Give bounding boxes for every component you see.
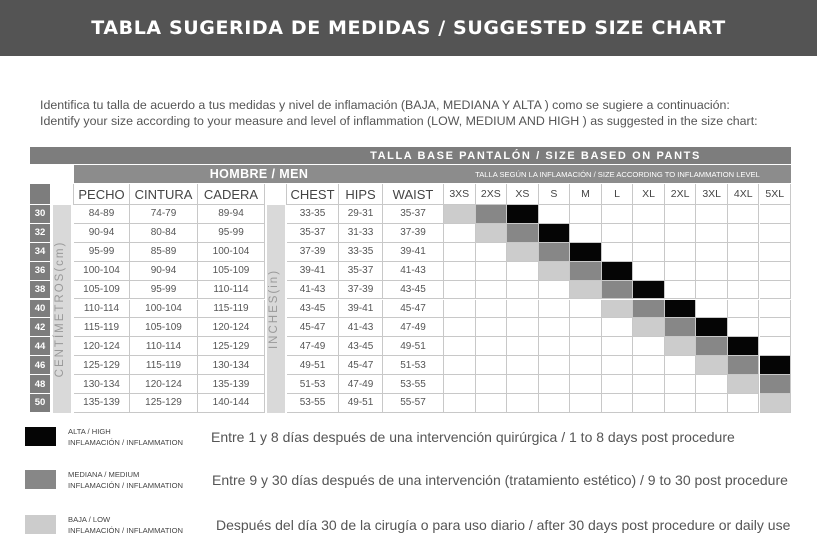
- size-cell-s: [539, 300, 571, 319]
- size-cell-s: [539, 262, 571, 281]
- row-base-size: 48: [30, 375, 50, 394]
- size-cell-5xl: [760, 300, 792, 319]
- size-cell-3xs: [444, 394, 476, 413]
- size-cell-2xs: [476, 243, 508, 262]
- row-base-size: 50: [30, 394, 50, 413]
- cell-pecho: 90-94: [74, 224, 130, 243]
- size-cell-2xs: [476, 375, 508, 394]
- size-cell-3xs: [444, 375, 476, 394]
- size-cell-4xl: [728, 262, 760, 281]
- size-cell-3xs: [444, 281, 476, 300]
- cell-pecho: 130-134: [74, 375, 130, 394]
- row-base-size: 42: [30, 318, 50, 337]
- legend-description: Entre 9 y 30 días después de una intervención (tratamiento estético) / 9 to 30 post procedure: [212, 472, 788, 488]
- legend-level-label: [68, 426, 183, 448]
- cell-waist: 49-51: [383, 337, 444, 356]
- size-cell-3xs: [444, 318, 476, 337]
- size-cell-s: [539, 375, 571, 394]
- size-cell-4xl: [728, 224, 760, 243]
- cell-pecho: 100-104: [74, 262, 130, 281]
- intro-text: [40, 97, 758, 129]
- row-base-size: 38: [30, 281, 50, 300]
- size-cell-5xl: [760, 318, 792, 337]
- cell-chest: 37-39: [287, 243, 339, 262]
- size-cell-5xl: [760, 394, 792, 413]
- cell-cintura: 110-114: [130, 337, 198, 356]
- size-cell-4xl: [728, 205, 760, 224]
- size-cell-2xs: [476, 394, 508, 413]
- size-cell-xs: [507, 243, 539, 262]
- size-cell-m: [570, 318, 602, 337]
- size-cell-l: [602, 375, 634, 394]
- legend-swatch: [25, 427, 56, 446]
- size-cell-5xl: [760, 356, 792, 375]
- cell-cadera: 89-94: [198, 205, 265, 224]
- cell-hips: 37-39: [339, 281, 383, 300]
- legend-level: BAJA / LOW: [68, 515, 111, 524]
- size-cell-3xl: [696, 300, 728, 319]
- size-cell-3xl: [696, 337, 728, 356]
- cell-pecho: 105-109: [74, 281, 130, 300]
- size-cell-5xl: [760, 337, 792, 356]
- size-cell-m: [570, 224, 602, 243]
- size-cell-4xl: [728, 356, 760, 375]
- size-cell-5xl: [760, 375, 792, 394]
- men-header: HOMBRE / MEN: [74, 165, 444, 183]
- size-cell-2xl: [665, 318, 697, 337]
- legend-level: MEDIANA / MEDIUM: [68, 470, 140, 479]
- size-cell-xl: [633, 318, 665, 337]
- row-base-size: 40: [30, 300, 50, 319]
- cell-cintura: 80-84: [130, 224, 198, 243]
- cell-cintura: 85-89: [130, 243, 198, 262]
- size-cell-2xs: [476, 205, 508, 224]
- size-cell-xl: [633, 243, 665, 262]
- cell-pecho: 135-139: [74, 394, 130, 413]
- cell-waist: 41-43: [383, 262, 444, 281]
- cell-chest: 49-51: [287, 356, 339, 375]
- size-cell-m: [570, 375, 602, 394]
- size-cell-3xl: [696, 224, 728, 243]
- cell-hips: 47-49: [339, 375, 383, 394]
- size-cell-2xl: [665, 394, 697, 413]
- size-cell-4xl: [728, 337, 760, 356]
- row-base-size: 46: [30, 356, 50, 375]
- legend-level: ALTA / HIGH: [68, 427, 111, 436]
- cell-cadera: 130-134: [198, 356, 265, 375]
- cell-chest: 35-37: [287, 224, 339, 243]
- size-cell-m: [570, 243, 602, 262]
- size-cell-l: [602, 224, 634, 243]
- size-cell-4xl: [728, 281, 760, 300]
- cell-cadera: 100-104: [198, 243, 265, 262]
- legend-inflammation: INFLAMACIÓN / INFLAMMATION: [68, 438, 184, 447]
- legend-description: Después del día 30 de la cirugía o para uso diario / after 30 days post procedure or daily use: [216, 517, 791, 533]
- size-cell-4xl: [728, 300, 760, 319]
- size-cell-s: [539, 394, 571, 413]
- cell-cintura: 105-109: [130, 318, 198, 337]
- size-cell-xs: [507, 318, 539, 337]
- size-cell-m: [570, 281, 602, 300]
- size-cell-m: [570, 205, 602, 224]
- size-cell-2xs: [476, 356, 508, 375]
- cell-hips: 31-33: [339, 224, 383, 243]
- cell-cadera: 125-129: [198, 337, 265, 356]
- size-cell-5xl: [760, 262, 792, 281]
- cell-cintura: 90-94: [130, 262, 198, 281]
- size-cell-3xs: [444, 337, 476, 356]
- cm-gap-header: [265, 184, 287, 205]
- cell-hips: 35-37: [339, 262, 383, 281]
- cell-cadera: 110-114: [198, 281, 265, 300]
- size-cell-xs: [507, 262, 539, 281]
- cm-header-2: CADERA: [198, 184, 265, 205]
- row-base-size: 44: [30, 337, 50, 356]
- size-cell-s: [539, 356, 571, 375]
- cell-waist: 47-49: [383, 318, 444, 337]
- size-header-xl: XL: [633, 184, 665, 205]
- size-cell-xl: [633, 375, 665, 394]
- size-cell-l: [602, 356, 634, 375]
- cell-cadera: 115-119: [198, 300, 265, 319]
- cell-chest: 45-47: [287, 318, 339, 337]
- size-cell-xs: [507, 224, 539, 243]
- size-cell-xs: [507, 300, 539, 319]
- size-cell-2xs: [476, 224, 508, 243]
- size-cell-xs: [507, 356, 539, 375]
- size-cell-xs: [507, 281, 539, 300]
- size-cell-2xl: [665, 300, 697, 319]
- size-cell-m: [570, 300, 602, 319]
- size-cell-s: [539, 337, 571, 356]
- page-title: TABLA SUGERIDA DE MEDIDAS / SUGGESTED SIZE CHART: [0, 0, 817, 56]
- cm-unit-label: CENTÍMETROS(cm): [54, 240, 66, 378]
- size-cell-3xs: [444, 205, 476, 224]
- row-base-size: 32: [30, 224, 50, 243]
- size-cell-xl: [633, 356, 665, 375]
- cell-pecho: 84-89: [74, 205, 130, 224]
- size-cell-xl: [633, 394, 665, 413]
- size-cell-3xs: [444, 262, 476, 281]
- size-cell-l: [602, 205, 634, 224]
- cell-waist: 45-47: [383, 300, 444, 319]
- size-cell-3xs: [444, 243, 476, 262]
- legend-inflammation: INFLAMACIÓN / INFLAMMATION: [68, 481, 184, 490]
- size-cell-xs: [507, 205, 539, 224]
- cell-pecho: 115-119: [74, 318, 130, 337]
- cell-waist: 43-45: [383, 281, 444, 300]
- cell-chest: 53-55: [287, 394, 339, 413]
- size-cell-3xs: [444, 300, 476, 319]
- size-cell-3xl: [696, 205, 728, 224]
- size-header-2xs: 2XS: [476, 184, 508, 205]
- corner-block: [30, 184, 50, 205]
- size-cell-2xl: [665, 356, 697, 375]
- size-header-3xs: 3XS: [444, 184, 476, 205]
- size-cell-2xl: [665, 243, 697, 262]
- size-cell-3xl: [696, 394, 728, 413]
- cell-waist: 55-57: [383, 394, 444, 413]
- size-header-2xl: 2XL: [665, 184, 697, 205]
- size-cell-l: [602, 262, 634, 281]
- cm-bar-header: [50, 184, 74, 205]
- size-cell-2xs: [476, 337, 508, 356]
- size-cell-xs: [507, 394, 539, 413]
- size-cell-s: [539, 318, 571, 337]
- cell-hips: 41-43: [339, 318, 383, 337]
- cell-hips: 45-47: [339, 356, 383, 375]
- legend-inflammation: INFLAMACIÓN / INFLAMMATION: [68, 526, 184, 535]
- size-cell-2xl: [665, 205, 697, 224]
- size-cell-s: [539, 205, 571, 224]
- row-base-size: 36: [30, 262, 50, 281]
- cell-hips: 43-45: [339, 337, 383, 356]
- size-header-xs: XS: [507, 184, 539, 205]
- cell-cadera: 140-144: [198, 394, 265, 413]
- intro-en: Identify your size according to your measure and level of inflammation (LOW, MEDIUM AND HIGH ) as suggested in the size chart:: [40, 114, 758, 128]
- size-cell-3xl: [696, 262, 728, 281]
- size-cell-s: [539, 281, 571, 300]
- legend-swatch: [25, 470, 56, 489]
- cell-chest: 47-49: [287, 337, 339, 356]
- intro-es: Identifica tu talla de acuerdo a tus medidas y nivel de inflamación (BAJA, MEDIANA Y ALTA ) como se sugiere a continuación:: [40, 98, 730, 112]
- size-cell-2xs: [476, 281, 508, 300]
- size-cell-3xl: [696, 243, 728, 262]
- size-cell-3xl: [696, 356, 728, 375]
- size-cell-4xl: [728, 318, 760, 337]
- size-cell-l: [602, 281, 634, 300]
- in-header-1: HIPS: [339, 184, 383, 205]
- size-header-5xl: 5XL: [760, 184, 792, 205]
- cell-chest: 41-43: [287, 281, 339, 300]
- cell-cintura: 120-124: [130, 375, 198, 394]
- cell-hips: 49-51: [339, 394, 383, 413]
- size-cell-2xs: [476, 300, 508, 319]
- cell-pecho: 120-124: [74, 337, 130, 356]
- row-base-size: 34: [30, 243, 50, 262]
- cell-cintura: 95-99: [130, 281, 198, 300]
- size-cell-m: [570, 337, 602, 356]
- size-cell-5xl: [760, 243, 792, 262]
- in-header-2: WAIST: [383, 184, 444, 205]
- cell-cadera: 105-109: [198, 262, 265, 281]
- cell-cadera: 135-139: [198, 375, 265, 394]
- size-cell-xl: [633, 262, 665, 281]
- size-cell-l: [602, 300, 634, 319]
- size-cell-5xl: [760, 224, 792, 243]
- cell-cadera: 95-99: [198, 224, 265, 243]
- size-header-3xl: 3XL: [696, 184, 728, 205]
- row-base-size: 30: [30, 205, 50, 224]
- cell-chest: 39-41: [287, 262, 339, 281]
- size-cell-3xs: [444, 224, 476, 243]
- size-header-4xl: 4XL: [728, 184, 760, 205]
- size-cell-m: [570, 394, 602, 413]
- size-header-s: S: [539, 184, 571, 205]
- cell-hips: 39-41: [339, 300, 383, 319]
- size-cell-3xl: [696, 318, 728, 337]
- size-cell-xl: [633, 337, 665, 356]
- cell-pecho: 125-129: [74, 356, 130, 375]
- size-cell-2xs: [476, 318, 508, 337]
- legend-level-label: [68, 469, 183, 491]
- size-cell-4xl: [728, 375, 760, 394]
- size-cell-4xl: [728, 243, 760, 262]
- size-cell-3xl: [696, 375, 728, 394]
- cell-waist: 51-53: [383, 356, 444, 375]
- size-cell-xs: [507, 337, 539, 356]
- legend-level-label: [68, 514, 183, 536]
- cell-chest: 43-45: [287, 300, 339, 319]
- size-cell-m: [570, 262, 602, 281]
- size-cell-l: [602, 318, 634, 337]
- size-cell-m: [570, 356, 602, 375]
- size-cell-l: [602, 243, 634, 262]
- cell-cintura: 125-129: [130, 394, 198, 413]
- in-unit-label: INCHES(in): [268, 268, 280, 349]
- cell-cintura: 115-119: [130, 356, 198, 375]
- size-cell-2xs: [476, 262, 508, 281]
- size-cell-l: [602, 337, 634, 356]
- size-cell-5xl: [760, 281, 792, 300]
- cell-waist: 53-55: [383, 375, 444, 394]
- cell-pecho: 110-114: [74, 300, 130, 319]
- cell-waist: 37-39: [383, 224, 444, 243]
- size-cell-s: [539, 243, 571, 262]
- size-cell-2xl: [665, 375, 697, 394]
- size-header-m: M: [570, 184, 602, 205]
- size-cell-xl: [633, 205, 665, 224]
- cell-chest: 51-53: [287, 375, 339, 394]
- cell-waist: 35-37: [383, 205, 444, 224]
- size-cell-l: [602, 394, 634, 413]
- cell-cadera: 120-124: [198, 318, 265, 337]
- size-cell-2xl: [665, 262, 697, 281]
- legend-description: Entre 1 y 8 días después de una intervención quirúrgica / 1 to 8 days post procedure: [211, 429, 735, 445]
- cm-header-0: PECHO: [74, 184, 130, 205]
- cell-pecho: 95-99: [74, 243, 130, 262]
- size-cell-2xl: [665, 281, 697, 300]
- legend-swatch: [25, 515, 56, 534]
- cell-chest: 33-35: [287, 205, 339, 224]
- size-header-l: L: [602, 184, 634, 205]
- size-cell-xl: [633, 300, 665, 319]
- cell-hips: 29-31: [339, 205, 383, 224]
- cell-cintura: 100-104: [130, 300, 198, 319]
- cm-header-1: CINTURA: [130, 184, 198, 205]
- cell-waist: 39-41: [383, 243, 444, 262]
- in-header-0: CHEST: [287, 184, 339, 205]
- size-cell-2xl: [665, 224, 697, 243]
- size-cell-s: [539, 224, 571, 243]
- size-cell-3xs: [444, 356, 476, 375]
- base-size-header: TALLA BASE PANTALÓN / SIZE BASED ON PANTS: [30, 147, 791, 164]
- cell-hips: 33-35: [339, 243, 383, 262]
- cell-cintura: 74-79: [130, 205, 198, 224]
- size-cell-xs: [507, 375, 539, 394]
- size-cell-xl: [633, 224, 665, 243]
- size-cell-5xl: [760, 205, 792, 224]
- size-cell-xl: [633, 281, 665, 300]
- size-cell-2xl: [665, 337, 697, 356]
- inflammation-header: TALLA SEGÚN LA INFLAMACIÓN / SIZE ACCORDING TO INFLAMMATION LEVEL: [444, 165, 791, 183]
- size-cell-4xl: [728, 394, 760, 413]
- size-cell-3xl: [696, 281, 728, 300]
